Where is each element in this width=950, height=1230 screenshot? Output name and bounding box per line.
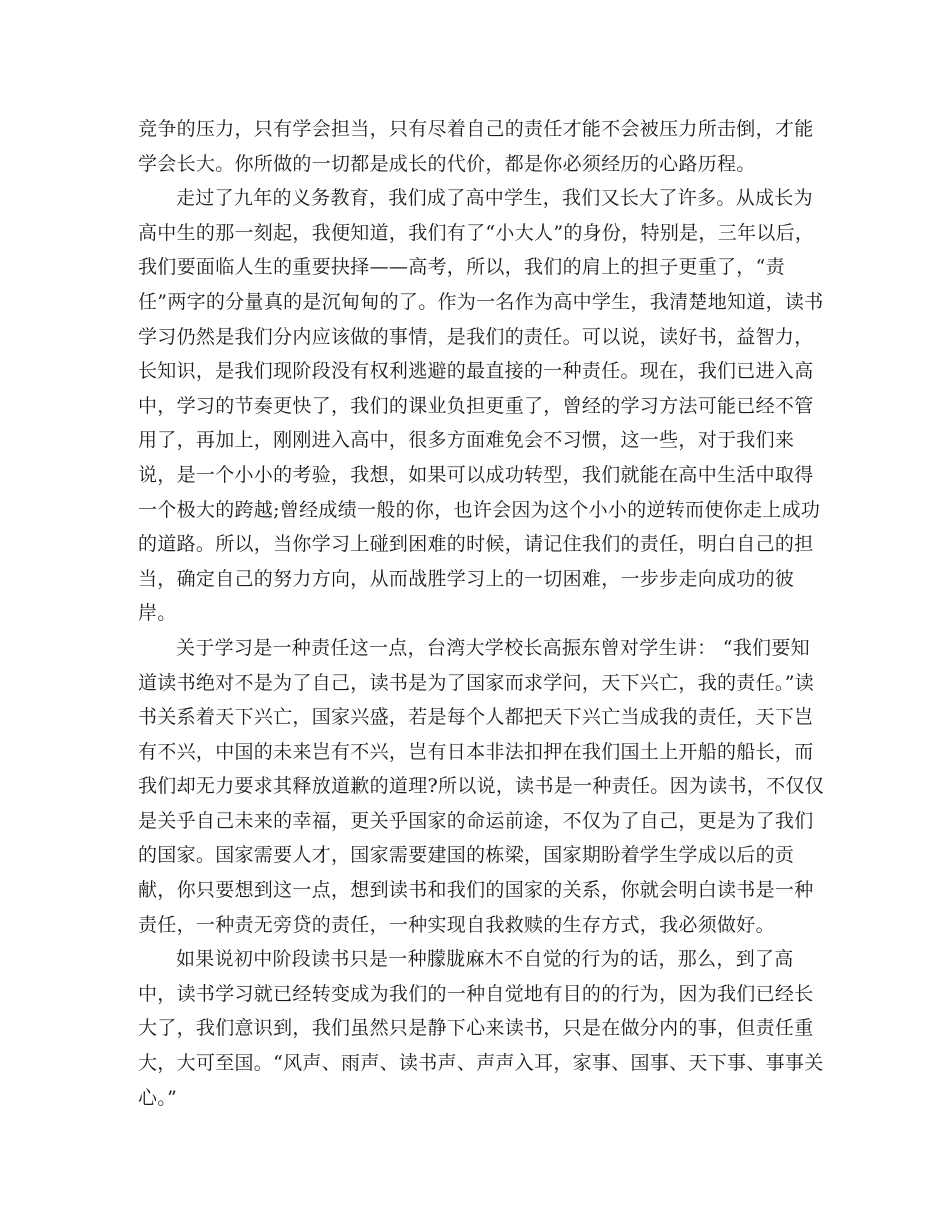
paragraph-3: 关于学习是一种责任这一点，台湾大学校长高振东曾对学生讲： “我们要知道读书绝对不是为了自己，读书是为了国家而求学问，天下兴亡，我的责任。”读书关系着天下兴亡，国家兴盛，若是每个人都把天下兴亡当成我的责任，天下岂有不兴，中国的未来岂有不兴，岂有日本非法扣押在我们国土上开船的船长，而我们却无力要求其释放道歉的道理?所以说，读书是一种责任。因为读书，不仅仅是关乎自己未来的幸福，更关乎国家的命运前途，不仅为了自己，更是为了我们的国家。国家需要人才，国家需要建国的栋梁，国家期盼着学生学成以后的贡献，你只要想到这一点，想到读书和我们的国家的关系，你就会明白读书是一种责任，一种责无旁贷的责任，一种实现自我救赎的生存方式，我必须做好。 xyxy=(138,636,824,936)
paragraph-1: 竞争的压力，只有学会担当，只有尽着自己的责任才能不会被压力所击倒，才能学会长大。你所做的一切都是成长的代价，都是你必须经历的心路历程。 xyxy=(138,118,814,175)
paragraph-2: 走过了九年的义务教育，我们成了高中学生，我们又长大了许多。从成长为高中生的那一刻起，我便知道，我们有了“小大人”的身份，特别是，三年以后，我们要面临人生的重要抉择——高考，所以，我们的肩上的担子更重了，“责任”两字的分量真的是沉甸甸的了。作为一名作为高中学生，我清楚地知道，读书学习仍然是我们分内应该做的事情，是我们的责任。可以说，读好书，益智力，长知识，是我们现阶段没有权利逃避的最直接的一种责任。现在，我们已进入高中，学习的节奏更快了，我们的课业负担更重了，曾经的学习方法可能已经不管用了，再加上，刚刚进入高中，很多方面难免会不习惯，这一些，对于我们来说，是一个小小的考验，我想，如果可以成功转型，我们就能在高中生活中取得一个极大的跨越;曾经成绩一般的你，也许会因为这个小小的逆转而使你走上成功的道路。所以，当你学习上碰到困难的时候，请记住我们的责任，明白自己的担当，确定自己的努力方向，从而战胜学习上的一切困难，一步步走向成功的彼岸。 xyxy=(138,187,824,625)
document-body xyxy=(138,112,826,1115)
paragraph-4: 如果说初中阶段读书只是一种朦胧麻木不自觉的行为的话，那么，到了高中，读书学习就已经转变成为我们的一种自觉地有目的的行为，因为我们已经长大了，我们意识到，我们虽然只是静下心来读书，只是在做分内的事，但责任重大，大可至国。“风声、雨声、读书声、声声入耳，家事、国事、天下事、事事关心。” xyxy=(138,948,824,1109)
